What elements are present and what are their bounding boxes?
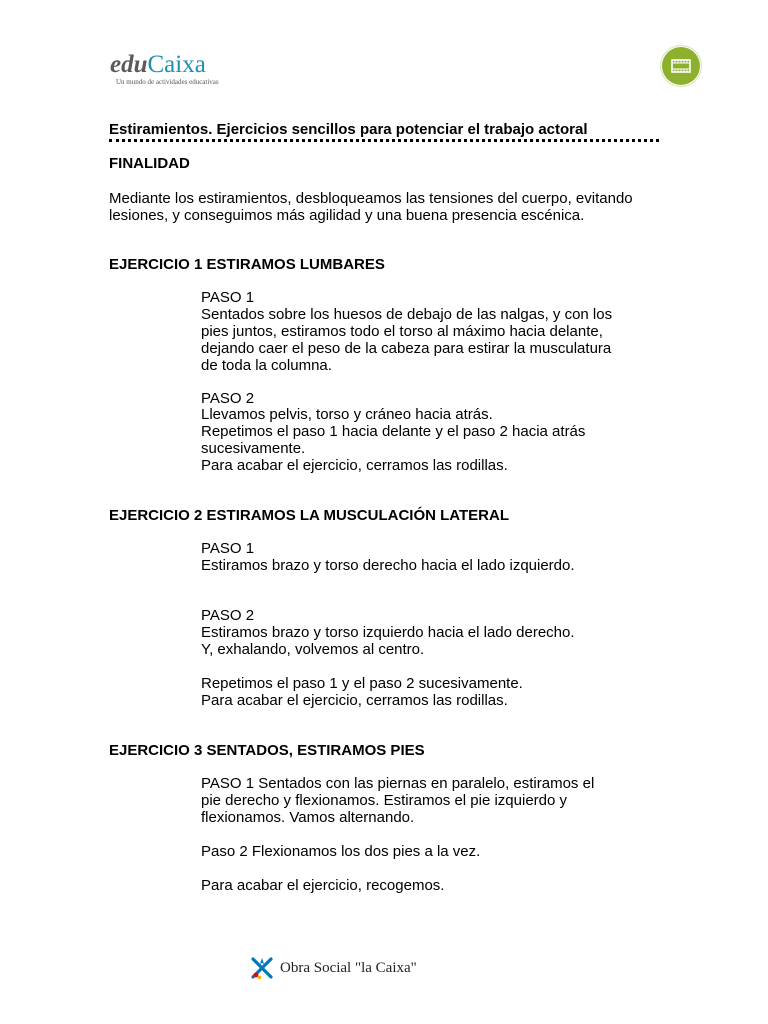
document-title: Estiramientos. Ejercicios sencillos para potenciar el trabajo actoral — [109, 121, 659, 142]
ejercicio-1-paso-2-line: Llevamos pelvis, torso y cráneo hacia atrás. — [201, 406, 493, 423]
ejercicio-2-paso-2-line: Y, exhalando, volvemos al centro. — [201, 641, 425, 658]
ejercicio-2-paso-2-line: Estiramos brazo y torso izquierdo hacia el lado derecho. — [201, 624, 575, 641]
ejercicio-1-paso-1-title: PASO 1 — [201, 289, 255, 306]
ejercicio-1-heading: EJERCICIO 1 ESTIRAMOS LUMBARES — [109, 256, 385, 273]
footer-logo — [250, 956, 417, 980]
ejercicio-2-closing-line: Para acabar el ejercicio, cerramos las rodillas. — [201, 692, 508, 709]
film-icon — [660, 45, 702, 87]
finalidad-heading: FINALIDAD — [109, 155, 190, 172]
ejercicio-1-paso-2-line: Repetimos el paso 1 hacia delante y el paso 2 hacia atrás sucesivamente. — [201, 423, 586, 457]
ejercicio-2-heading: EJERCICIO 2 ESTIRAMOS LA MUSCULACIÓN LATERAL — [109, 507, 510, 524]
star-icon — [250, 956, 276, 980]
ejercicio-3-paso-1-text: PASO 1 Sentados con las piernas en paralelo, estiramos el pie derecho y flexionamos. Estiramos el pie izquierdo y flexionamos. Vamos alternando. — [201, 775, 595, 826]
ejercicio-2-paso-2-title: PASO 2 — [201, 607, 255, 624]
ejercicio-2-paso-1-text: Estiramos brazo y torso derecho hacia el lado izquierdo. — [201, 557, 575, 574]
logo-wordmark — [110, 52, 219, 78]
finalidad-text: Mediante los estiramientos, desbloqueamos las tensiones del cuerpo, evitando lesiones, y conseguimos más agilidad y una buena presencia escénica. — [109, 190, 633, 224]
ejercicio-3-heading: EJERCICIO 3 SENTADOS, ESTIRAMOS PIES — [109, 742, 425, 759]
logo-tagline: Un mundo de actividades educativas — [116, 78, 219, 86]
ejercicio-3-closing-text: Para acabar el ejercicio, recogemos. — [201, 877, 445, 894]
category-badge — [660, 45, 702, 87]
ejercicio-2-paso-1-title: PASO 1 — [201, 540, 255, 557]
ejercicio-1-paso-2-title: PASO 2 — [201, 390, 255, 407]
ejercicio-3-paso-2-text: Paso 2 Flexionamos los dos pies a la vez. — [201, 843, 481, 860]
ejercicio-1-paso-1-text: Sentados sobre los huesos de debajo de las nalgas, y con los pies juntos, estiramos todo el torso al máximo hacia delante, dejando caer el peso de la cabeza para estirar la musculatura de toda la columna. — [201, 306, 613, 374]
logo-caixa: Caixa — [147, 51, 206, 78]
logo-edu: edu — [110, 51, 148, 78]
ejercicio-2-closing-line: Repetimos el paso 1 y el paso 2 sucesivamente. — [201, 675, 523, 692]
ejercicio-1-paso-2-line: Para acabar el ejercicio, cerramos las rodillas. — [201, 457, 508, 474]
educaixa-logo — [110, 52, 219, 86]
footer-text: Obra Social "la Caixa" — [280, 959, 417, 976]
